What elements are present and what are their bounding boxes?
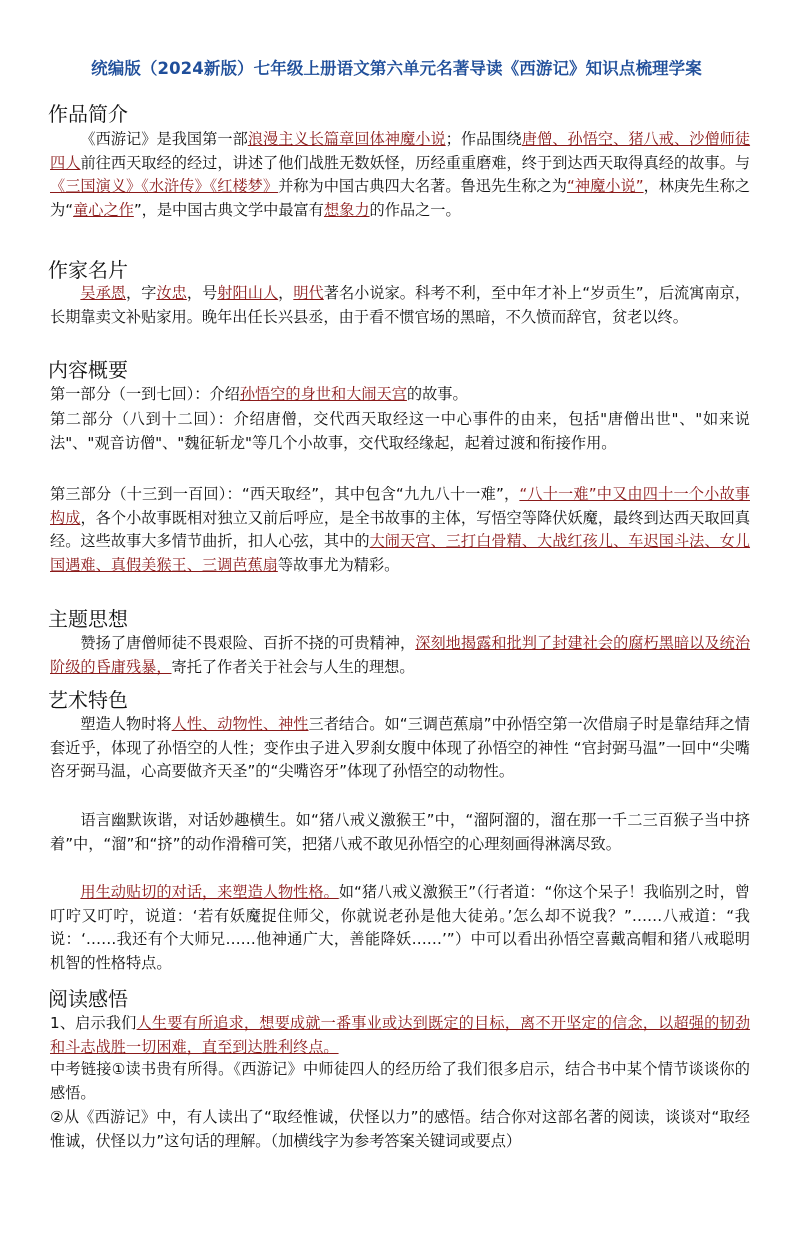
section-heading-reading: 阅读感悟	[48, 987, 128, 1011]
keyword-underline: 童心之作	[73, 200, 134, 219]
keyword-underline: 浪漫主义长篇章回体神魔小说	[247, 130, 446, 148]
text: 的作品之一。	[369, 200, 461, 219]
text: 前往西天取经的经过，讲述了他们战胜无数妖怪，历经重重磨难，终于到达西天取得真经的故事。与	[80, 153, 751, 172]
art-paragraph-3	[50, 881, 750, 975]
reading-paragraph-1	[50, 1012, 750, 1059]
keyword-underline: 《三国演义》《水浒传》《红楼梦》	[50, 177, 279, 195]
section-heading-intro: 作品简介	[48, 102, 128, 126]
section-heading-art: 艺术特色	[48, 688, 128, 712]
keyword-underline: 射阳山人	[217, 284, 279, 302]
text: 寄托了作者关于社会与人生的理想。	[171, 657, 415, 676]
section-heading-theme: 主题思想	[48, 607, 128, 631]
text: ，	[278, 284, 294, 302]
text: ，号	[186, 284, 218, 302]
text: ，林庚先生称之为“	[50, 177, 750, 219]
keyword-underline: 明代	[293, 284, 324, 302]
text: ；作品围绕	[445, 130, 522, 148]
text: 第一部分（一到七回）：介绍	[50, 385, 240, 403]
keyword-underline: 用生动贴切的对话，来塑造人物性格。	[80, 883, 339, 901]
summary-part1	[50, 383, 750, 407]
text: 塑造人物时将	[80, 715, 172, 733]
keyword-underline: 孙悟空的身世和大闹天宫	[239, 385, 407, 403]
keyword-underline: “八十一难”中又由四十一个小故事构成	[50, 485, 750, 527]
keyword-underline: 人生要有所追求，想要成就一番事业或达到既定的目标，离不开坚定的信念，以超强的韧劲和斗志战胜一切困难，直至到达胜利终点。	[50, 1014, 751, 1056]
theme-paragraph	[50, 632, 750, 679]
text: 1、启示我们	[50, 1014, 137, 1032]
keyword-underline: 人性、动物性、神性	[171, 715, 309, 733]
summary-part2: 第二部分（八到十二回）：介绍唐僧，交代西天取经这一中心事件的由来，包括"唐僧出世"、"如来说法"、"观音访僧"、"魏征斩龙"等几个小故事，交代取经缘起，起着过渡和衔接作用。	[50, 410, 750, 452]
section-heading-summary: 内容概要	[48, 358, 128, 382]
art-paragraph-2: 语言幽默诙谐，对话妙趣横生。如“猪八戒义激猴王”中，“溜阿溜的，溜在那一千二三百猴子当中挤着”中，“溜”和“挤”的动作滑稽可笑，把猪八戒不敢见孙悟空的心理刻画得淋漓尽致。	[50, 811, 750, 853]
art-paragraph-1	[50, 713, 750, 784]
text: 赞扬了唐僧师徒不畏艰险、百折不挠的可贵精神，	[80, 634, 416, 652]
intro-paragraph	[50, 128, 750, 222]
text: ，字	[126, 284, 157, 302]
text: ，各个小故事既相对独立又前后呼应，是全书故事的主体，写悟空等降伏妖魔，最终到达西天取回真经。这些故事大多情节曲折，扣人心弦，其中的	[50, 508, 751, 550]
keyword-underline: 想象力	[323, 200, 370, 219]
text: 等故事尤为精彩。	[277, 555, 400, 574]
keyword-underline: “神魔小说”	[566, 177, 644, 195]
author-paragraph	[50, 282, 750, 329]
text: 并称为中国古典四大名著。鲁迅先生称之为	[278, 177, 567, 195]
section-heading-author: 作家名片	[48, 258, 128, 282]
keyword-underline: 唐僧、孙悟空、猪八戒、沙僧师徒四人	[50, 130, 751, 172]
keyword-underline: 深刻地揭露和批判了封建社会的腐朽黑暗以及统治阶级的昏庸残暴，	[50, 634, 751, 676]
keyword-underline: 吴承恩	[80, 284, 127, 302]
text: 的故事。	[406, 385, 468, 403]
text: 如“猪八戒义激猴王”（行者道：“你这个呆子！我临别之时，曾叮咛又叮咛，说道：‘若有妖魔捉住师父，你就说老孙是他大徒弟。’怎么却不说我？”……八戒道：“我说：‘……我还有个大师兄……他神通广大，善能降妖……’”）中可以看出孙悟空喜戴高帽和猪八戒聪明机智的性格特点。	[50, 883, 750, 972]
text: 著名小说家。科考不利，至中年才补上“岁贡生”，后流寓南京，长期靠卖文补贴家用。晚年出任长兴县丞，由于看不惯官场的黑暗，不久愤而辞官，贫老以终。	[50, 284, 751, 326]
summary-part3	[50, 483, 750, 577]
keyword-underline: 大闹天宫、三打白骨精、大战红孩儿、车迟国斗法、女儿国遇难、真假美猴王、三调芭蕉扇	[50, 532, 751, 574]
text: 《西游记》是我国第一部	[80, 130, 248, 148]
text: 三者结合。如“三调芭蕉扇”中孙悟空第一次借扇子时是靠结拜之情套近乎，体现了孙悟空的人性；变作虫子进入罗刹女腹中体现了孙悟空的神性 “官封弼马温”一回中“尖嘴咨牙弼马温，心高要做齐天圣”的“尖嘴咨牙”体现了孙悟空的动物性。	[50, 715, 750, 780]
document-title: 统编版（2024新版）七年级上册语文第六单元名著导读《西游记》知识点梳理学案	[91, 59, 702, 78]
keyword-underline: 汝忠	[156, 284, 187, 302]
reading-paragraph-2: 中考链接①读书贵有所得。《西游记》中师徒四人的经历给了我们很多启示，结合书中某个情节谈谈你的感悟。	[50, 1060, 750, 1102]
reading-paragraph-3: ②从《西游记》中，有人读出了“取经惟诚，伏怪以力”的感悟。结合你对这部名著的阅读，谈谈对“取经惟诚，伏怪以力”这句话的理解。（加横线字为参考答案关键词或要点）	[50, 1108, 750, 1150]
text: ”，是中国古典文学中最富有	[133, 200, 324, 219]
text: 第三部分（十三到一百回）：“西天取经”，其中包含“九九八十一难”，	[50, 485, 520, 503]
